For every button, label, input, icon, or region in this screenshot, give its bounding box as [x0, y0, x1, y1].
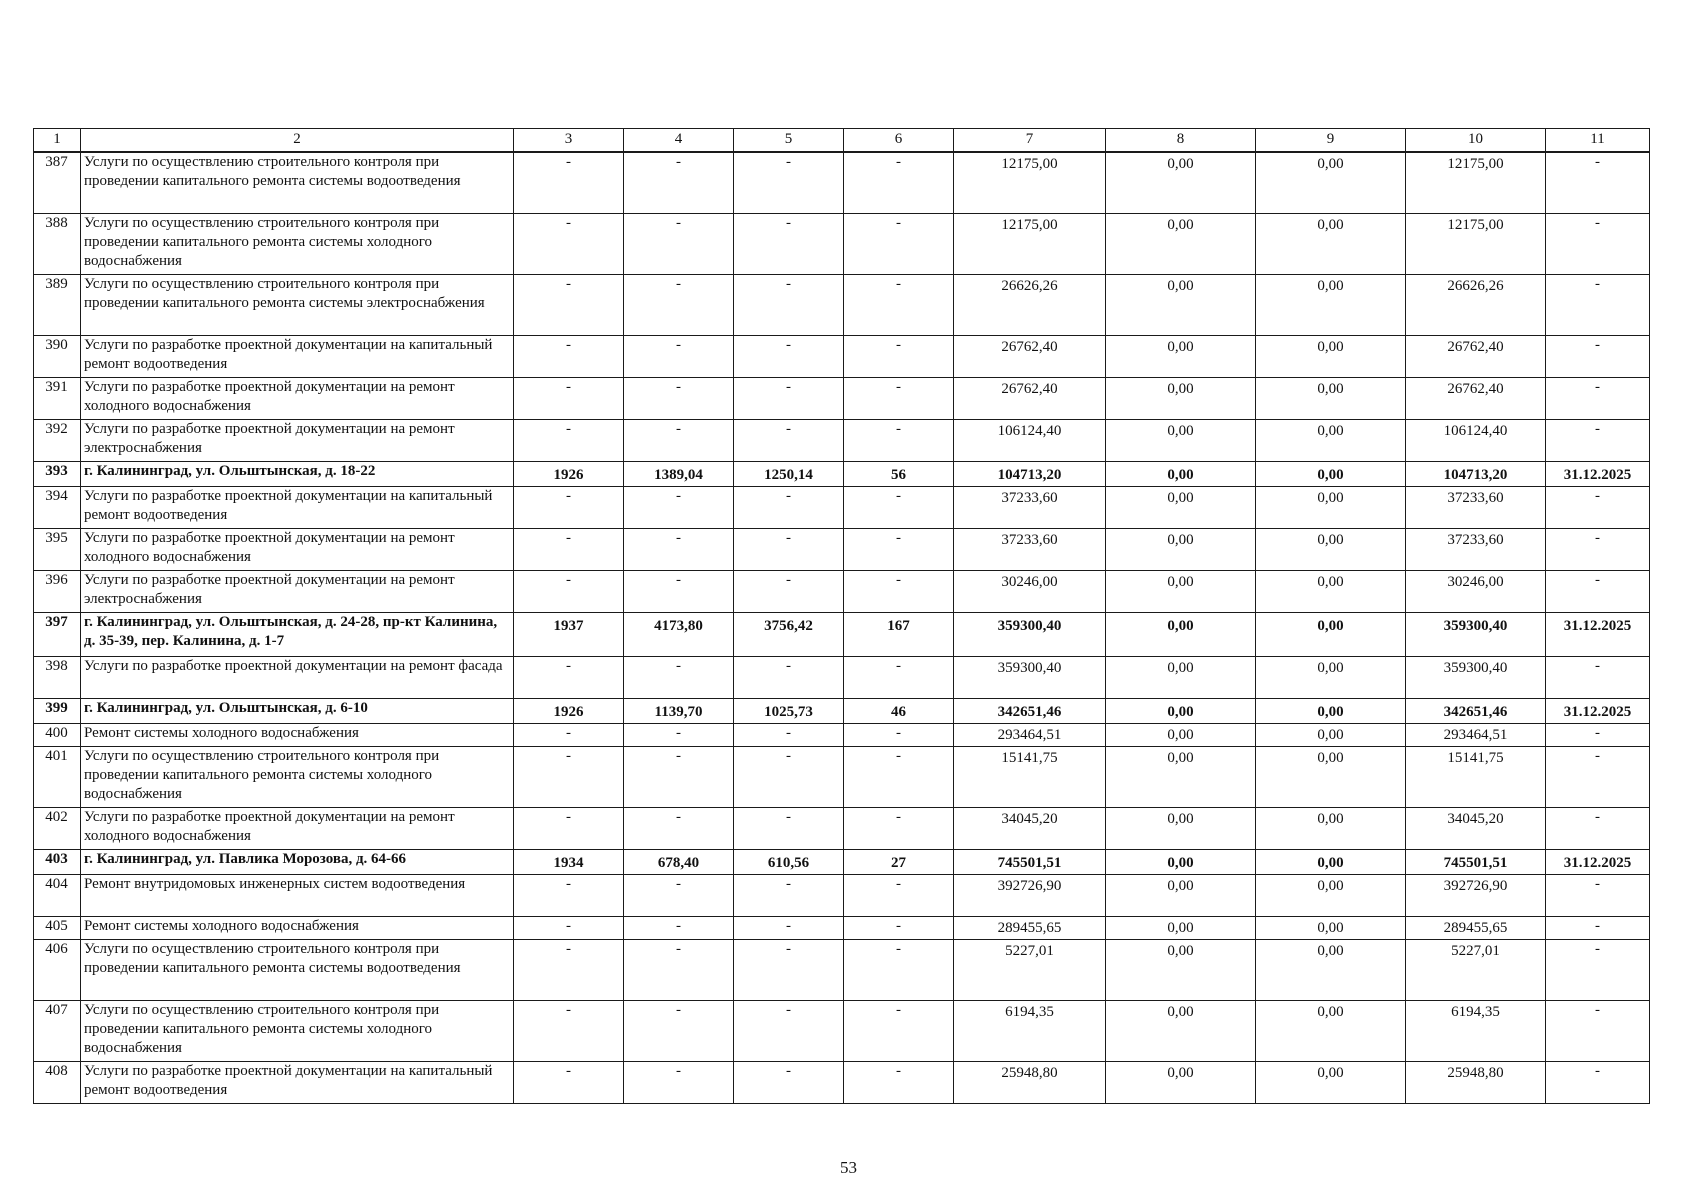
table-row [34, 808, 1650, 850]
address-cell: г. Калининград, ул. Ольштынская, д. 6-10 [81, 699, 514, 724]
value-cell: - [624, 214, 734, 275]
value-cell: - [514, 275, 624, 336]
column-header-2: 2 [81, 129, 514, 153]
value-cell: - [844, 571, 954, 613]
value-cell: 0,00 [1106, 336, 1256, 378]
value-cell: - [734, 571, 844, 613]
value-cell: 0,00 [1106, 529, 1256, 571]
value-cell: 392726,90 [1406, 875, 1546, 917]
value-cell: - [624, 275, 734, 336]
value-cell: 25948,80 [954, 1062, 1106, 1104]
value-cell: 0,00 [1256, 724, 1406, 747]
column-header-7: 7 [954, 129, 1106, 153]
value-cell: 0,00 [1106, 462, 1256, 487]
value-cell: - [514, 487, 624, 529]
value-cell: - [624, 152, 734, 214]
value-cell: - [624, 657, 734, 699]
service-name-cell: Услуги по осуществлению строительного контроля при проведении капитального ремонта системы водоотведения [81, 152, 514, 214]
value-cell: 610,56 [734, 850, 844, 875]
value-cell: - [624, 487, 734, 529]
value-cell: - [624, 747, 734, 808]
row-number: 391 [34, 378, 81, 420]
row-number: 403 [34, 850, 81, 875]
row-number: 398 [34, 657, 81, 699]
value-cell: - [734, 808, 844, 850]
value-cell: 26762,40 [1406, 336, 1546, 378]
row-number: 393 [34, 462, 81, 487]
value-cell: - [734, 214, 844, 275]
service-name-cell: Ремонт системы холодного водоснабжения [81, 724, 514, 747]
value-cell: 27 [844, 850, 954, 875]
row-number: 396 [34, 571, 81, 613]
deadline-cell: - [1546, 747, 1650, 808]
value-cell: 5227,01 [954, 940, 1106, 1001]
deadline-cell: 31.12.2025 [1546, 613, 1650, 657]
value-cell: - [844, 940, 954, 1001]
service-name-cell: Услуги по осуществлению строительного контроля при проведении капитального ремонта системы электроснабжения [81, 275, 514, 336]
value-cell: 0,00 [1256, 613, 1406, 657]
value-cell: - [734, 875, 844, 917]
row-number: 387 [34, 152, 81, 214]
value-cell: 745501,51 [954, 850, 1106, 875]
value-cell: 0,00 [1256, 875, 1406, 917]
column-header-3: 3 [514, 129, 624, 153]
table-row [34, 940, 1650, 1001]
deadline-cell: - [1546, 940, 1650, 1001]
page-number: 53 [840, 1158, 857, 1177]
table-row [34, 275, 1650, 336]
value-cell: - [734, 657, 844, 699]
value-cell: 34045,20 [954, 808, 1106, 850]
row-number: 408 [34, 1062, 81, 1104]
service-name-cell: Услуги по осуществлению строительного контроля при проведении капитального ремонта системы водоотведения [81, 940, 514, 1001]
data-table [33, 128, 1650, 1104]
value-cell: - [624, 724, 734, 747]
row-number: 404 [34, 875, 81, 917]
value-cell: 0,00 [1256, 378, 1406, 420]
service-name-cell: Услуги по разработке проектной документации на ремонт холодного водоснабжения [81, 529, 514, 571]
value-cell: - [624, 571, 734, 613]
value-cell: 25948,80 [1406, 1062, 1546, 1104]
value-cell: - [844, 487, 954, 529]
value-cell: 1389,04 [624, 462, 734, 487]
value-cell: - [514, 940, 624, 1001]
value-cell: 15141,75 [1406, 747, 1546, 808]
value-cell: - [624, 378, 734, 420]
deadline-cell: - [1546, 336, 1650, 378]
value-cell: 37233,60 [1406, 487, 1546, 529]
value-cell: 12175,00 [954, 214, 1106, 275]
value-cell: 104713,20 [954, 462, 1106, 487]
value-cell: - [514, 1001, 624, 1062]
table-row [34, 724, 1650, 747]
value-cell: 37233,60 [1406, 529, 1546, 571]
table-row [34, 529, 1650, 571]
value-cell: - [844, 1062, 954, 1104]
address-cell: г. Калининград, ул. Павлика Морозова, д. 64-66 [81, 850, 514, 875]
value-cell: 0,00 [1256, 462, 1406, 487]
value-cell: 745501,51 [1406, 850, 1546, 875]
value-cell: - [734, 1001, 844, 1062]
value-cell: 0,00 [1106, 850, 1256, 875]
row-number: 389 [34, 275, 81, 336]
service-name-cell: Услуги по осуществлению строительного контроля при проведении капитального ремонта системы холодного водоснабжения [81, 214, 514, 275]
value-cell: 0,00 [1106, 571, 1256, 613]
table-row [34, 214, 1650, 275]
value-cell: - [514, 378, 624, 420]
value-cell: 1025,73 [734, 699, 844, 724]
table-header [34, 129, 1650, 153]
deadline-cell: - [1546, 529, 1650, 571]
row-number: 402 [34, 808, 81, 850]
service-name-cell: Услуги по разработке проектной документации на капитальный ремонт водоотведения [81, 1062, 514, 1104]
value-cell: 0,00 [1256, 940, 1406, 1001]
value-cell: - [844, 214, 954, 275]
value-cell: 359300,40 [1406, 613, 1546, 657]
deadline-cell: - [1546, 152, 1650, 214]
value-cell: - [844, 1001, 954, 1062]
value-cell: 678,40 [624, 850, 734, 875]
deadline-cell: - [1546, 487, 1650, 529]
value-cell: 0,00 [1256, 420, 1406, 462]
value-cell: 0,00 [1256, 699, 1406, 724]
value-cell: 12175,00 [1406, 214, 1546, 275]
value-cell: 1934 [514, 850, 624, 875]
value-cell: - [624, 808, 734, 850]
value-cell: - [844, 378, 954, 420]
value-cell: 0,00 [1106, 724, 1256, 747]
value-cell: - [514, 529, 624, 571]
deadline-cell: - [1546, 420, 1650, 462]
value-cell: 1926 [514, 462, 624, 487]
value-cell: 0,00 [1106, 917, 1256, 940]
value-cell: 342651,46 [1406, 699, 1546, 724]
row-number: 401 [34, 747, 81, 808]
value-cell: - [734, 487, 844, 529]
column-header-1: 1 [34, 129, 81, 153]
value-cell: - [734, 940, 844, 1001]
value-cell: 0,00 [1256, 1001, 1406, 1062]
service-name-cell: Услуги по разработке проектной документации на капитальный ремонт водоотведения [81, 336, 514, 378]
deadline-cell: - [1546, 875, 1650, 917]
value-cell: 0,00 [1106, 487, 1256, 529]
row-number: 405 [34, 917, 81, 940]
row-number: 388 [34, 214, 81, 275]
value-cell: 0,00 [1106, 214, 1256, 275]
value-cell: 0,00 [1256, 529, 1406, 571]
value-cell: 0,00 [1256, 214, 1406, 275]
value-cell: 26762,40 [954, 336, 1106, 378]
value-cell: - [844, 917, 954, 940]
value-cell: 359300,40 [954, 613, 1106, 657]
service-name-cell: Услуги по разработке проектной документации на ремонт холодного водоснабжения [81, 378, 514, 420]
value-cell: - [844, 747, 954, 808]
table-row [34, 420, 1650, 462]
value-cell: 359300,40 [954, 657, 1106, 699]
table-row [34, 152, 1650, 214]
row-number: 392 [34, 420, 81, 462]
deadline-cell: 31.12.2025 [1546, 462, 1650, 487]
value-cell: - [734, 747, 844, 808]
value-cell: - [844, 529, 954, 571]
value-cell: 0,00 [1106, 747, 1256, 808]
value-cell: 106124,40 [1406, 420, 1546, 462]
value-cell: 0,00 [1256, 336, 1406, 378]
service-name-cell: Услуги по разработке проектной документации на ремонт холодного водоснабжения [81, 808, 514, 850]
value-cell: 26626,26 [1406, 275, 1546, 336]
value-cell: - [844, 420, 954, 462]
value-cell: - [514, 1062, 624, 1104]
value-cell: - [624, 420, 734, 462]
value-cell: 26626,26 [954, 275, 1106, 336]
value-cell: 0,00 [1106, 657, 1256, 699]
value-cell: - [624, 917, 734, 940]
value-cell: 4173,80 [624, 613, 734, 657]
value-cell: 6194,35 [954, 1001, 1106, 1062]
value-cell: 392726,90 [954, 875, 1106, 917]
service-name-cell: Услуги по разработке проектной документации на ремонт электроснабжения [81, 420, 514, 462]
value-cell: 0,00 [1256, 747, 1406, 808]
value-cell: - [734, 724, 844, 747]
value-cell: 0,00 [1256, 571, 1406, 613]
value-cell: - [844, 275, 954, 336]
value-cell: 0,00 [1106, 378, 1256, 420]
value-cell: - [734, 917, 844, 940]
table-body [34, 152, 1650, 1104]
value-cell: 12175,00 [954, 152, 1106, 214]
deadline-cell: - [1546, 917, 1650, 940]
value-cell: - [734, 336, 844, 378]
table-row [34, 462, 1650, 487]
value-cell: 0,00 [1106, 152, 1256, 214]
value-cell: 0,00 [1106, 275, 1256, 336]
value-cell: - [844, 152, 954, 214]
value-cell: 0,00 [1256, 152, 1406, 214]
value-cell: - [514, 724, 624, 747]
value-cell: 0,00 [1256, 1062, 1406, 1104]
value-cell: - [844, 724, 954, 747]
value-cell: - [624, 336, 734, 378]
value-cell: 106124,40 [954, 420, 1106, 462]
row-number: 390 [34, 336, 81, 378]
column-header-6: 6 [844, 129, 954, 153]
value-cell: 0,00 [1256, 487, 1406, 529]
table-row [34, 850, 1650, 875]
row-number: 400 [34, 724, 81, 747]
value-cell: 167 [844, 613, 954, 657]
deadline-cell: - [1546, 275, 1650, 336]
value-cell: 0,00 [1106, 808, 1256, 850]
value-cell: 289455,65 [1406, 917, 1546, 940]
value-cell: 293464,51 [954, 724, 1106, 747]
value-cell: - [734, 275, 844, 336]
value-cell: 0,00 [1256, 850, 1406, 875]
column-header-9: 9 [1256, 129, 1406, 153]
value-cell: 15141,75 [954, 747, 1106, 808]
value-cell: - [624, 1062, 734, 1104]
value-cell: - [514, 420, 624, 462]
value-cell: - [844, 657, 954, 699]
value-cell: - [514, 808, 624, 850]
value-cell: - [514, 917, 624, 940]
value-cell: - [734, 1062, 844, 1104]
value-cell: 0,00 [1106, 1001, 1256, 1062]
value-cell: 0,00 [1256, 657, 1406, 699]
table-row [34, 336, 1650, 378]
value-cell: 359300,40 [1406, 657, 1546, 699]
value-cell: 1139,70 [624, 699, 734, 724]
value-cell: 3756,42 [734, 613, 844, 657]
value-cell: 0,00 [1106, 875, 1256, 917]
value-cell: - [844, 336, 954, 378]
row-number: 394 [34, 487, 81, 529]
address-cell: г. Калининград, ул. Ольштынская, д. 24-28, пр-кт Калинина, д. 35-39, пер. Калинина, д. 1-7 [81, 613, 514, 657]
value-cell: 0,00 [1106, 699, 1256, 724]
value-cell: - [624, 875, 734, 917]
value-cell: - [624, 940, 734, 1001]
row-number: 397 [34, 613, 81, 657]
header-row [34, 129, 1650, 153]
deadline-cell: - [1546, 657, 1650, 699]
deadline-cell: - [1546, 214, 1650, 275]
value-cell: - [624, 1001, 734, 1062]
deadline-cell: - [1546, 1001, 1650, 1062]
value-cell: - [514, 875, 624, 917]
value-cell: 30246,00 [954, 571, 1106, 613]
value-cell: 1937 [514, 613, 624, 657]
value-cell: - [734, 378, 844, 420]
row-number: 406 [34, 940, 81, 1001]
deadline-cell: - [1546, 571, 1650, 613]
value-cell: 0,00 [1256, 917, 1406, 940]
table-row [34, 1062, 1650, 1104]
value-cell: 34045,20 [1406, 808, 1546, 850]
deadline-cell: 31.12.2025 [1546, 699, 1650, 724]
column-header-8: 8 [1106, 129, 1256, 153]
value-cell: 12175,00 [1406, 152, 1546, 214]
value-cell: 46 [844, 699, 954, 724]
column-header-4: 4 [624, 129, 734, 153]
value-cell: - [514, 336, 624, 378]
service-name-cell: Услуги по осуществлению строительного контроля при проведении капитального ремонта системы холодного водоснабжения [81, 1001, 514, 1062]
value-cell: 30246,00 [1406, 571, 1546, 613]
value-cell: 56 [844, 462, 954, 487]
table-row [34, 657, 1650, 699]
value-cell: 26762,40 [1406, 378, 1546, 420]
value-cell: - [514, 657, 624, 699]
value-cell: 0,00 [1106, 420, 1256, 462]
value-cell: - [514, 747, 624, 808]
row-number: 395 [34, 529, 81, 571]
value-cell: - [514, 571, 624, 613]
value-cell: - [514, 214, 624, 275]
value-cell: 342651,46 [954, 699, 1106, 724]
value-cell: 293464,51 [1406, 724, 1546, 747]
value-cell: 0,00 [1256, 275, 1406, 336]
column-header-10: 10 [1406, 129, 1546, 153]
deadline-cell: - [1546, 1062, 1650, 1104]
service-name-cell: Услуги по осуществлению строительного контроля при проведении капитального ремонта системы холодного водоснабжения [81, 747, 514, 808]
deadline-cell: - [1546, 724, 1650, 747]
value-cell: - [734, 420, 844, 462]
service-name-cell: Услуги по разработке проектной документации на ремонт электроснабжения [81, 571, 514, 613]
table-row [34, 747, 1650, 808]
deadline-cell: - [1546, 378, 1650, 420]
value-cell: 6194,35 [1406, 1001, 1546, 1062]
value-cell: - [734, 529, 844, 571]
value-cell: - [734, 152, 844, 214]
service-name-cell: Ремонт системы холодного водоснабжения [81, 917, 514, 940]
row-number: 399 [34, 699, 81, 724]
value-cell: 0,00 [1106, 1062, 1256, 1104]
value-cell: 37233,60 [954, 529, 1106, 571]
table-row [34, 487, 1650, 529]
table-row [34, 1001, 1650, 1062]
service-name-cell: Ремонт внутридомовых инженерных систем водоотведения [81, 875, 514, 917]
value-cell: 0,00 [1106, 940, 1256, 1001]
service-name-cell: Услуги по разработке проектной документации на ремонт фасада [81, 657, 514, 699]
value-cell: 0,00 [1256, 808, 1406, 850]
value-cell: 289455,65 [954, 917, 1106, 940]
deadline-cell: 31.12.2025 [1546, 850, 1650, 875]
row-number: 407 [34, 1001, 81, 1062]
value-cell: 104713,20 [1406, 462, 1546, 487]
table-row [34, 699, 1650, 724]
value-cell: 26762,40 [954, 378, 1106, 420]
value-cell: 37233,60 [954, 487, 1106, 529]
table-row [34, 875, 1650, 917]
service-name-cell: Услуги по разработке проектной документации на капитальный ремонт водоотведения [81, 487, 514, 529]
value-cell: 1926 [514, 699, 624, 724]
table-row [34, 917, 1650, 940]
address-cell: г. Калининград, ул. Ольштынская, д. 18-22 [81, 462, 514, 487]
value-cell: - [624, 529, 734, 571]
table-row [34, 378, 1650, 420]
deadline-cell: - [1546, 808, 1650, 850]
value-cell: 0,00 [1106, 613, 1256, 657]
column-header-5: 5 [734, 129, 844, 153]
column-header-11: 11 [1546, 129, 1650, 153]
table-row [34, 613, 1650, 657]
value-cell: 1250,14 [734, 462, 844, 487]
value-cell: 5227,01 [1406, 940, 1546, 1001]
table-row [34, 571, 1650, 613]
value-cell: - [844, 875, 954, 917]
value-cell: - [514, 152, 624, 214]
value-cell: - [844, 808, 954, 850]
